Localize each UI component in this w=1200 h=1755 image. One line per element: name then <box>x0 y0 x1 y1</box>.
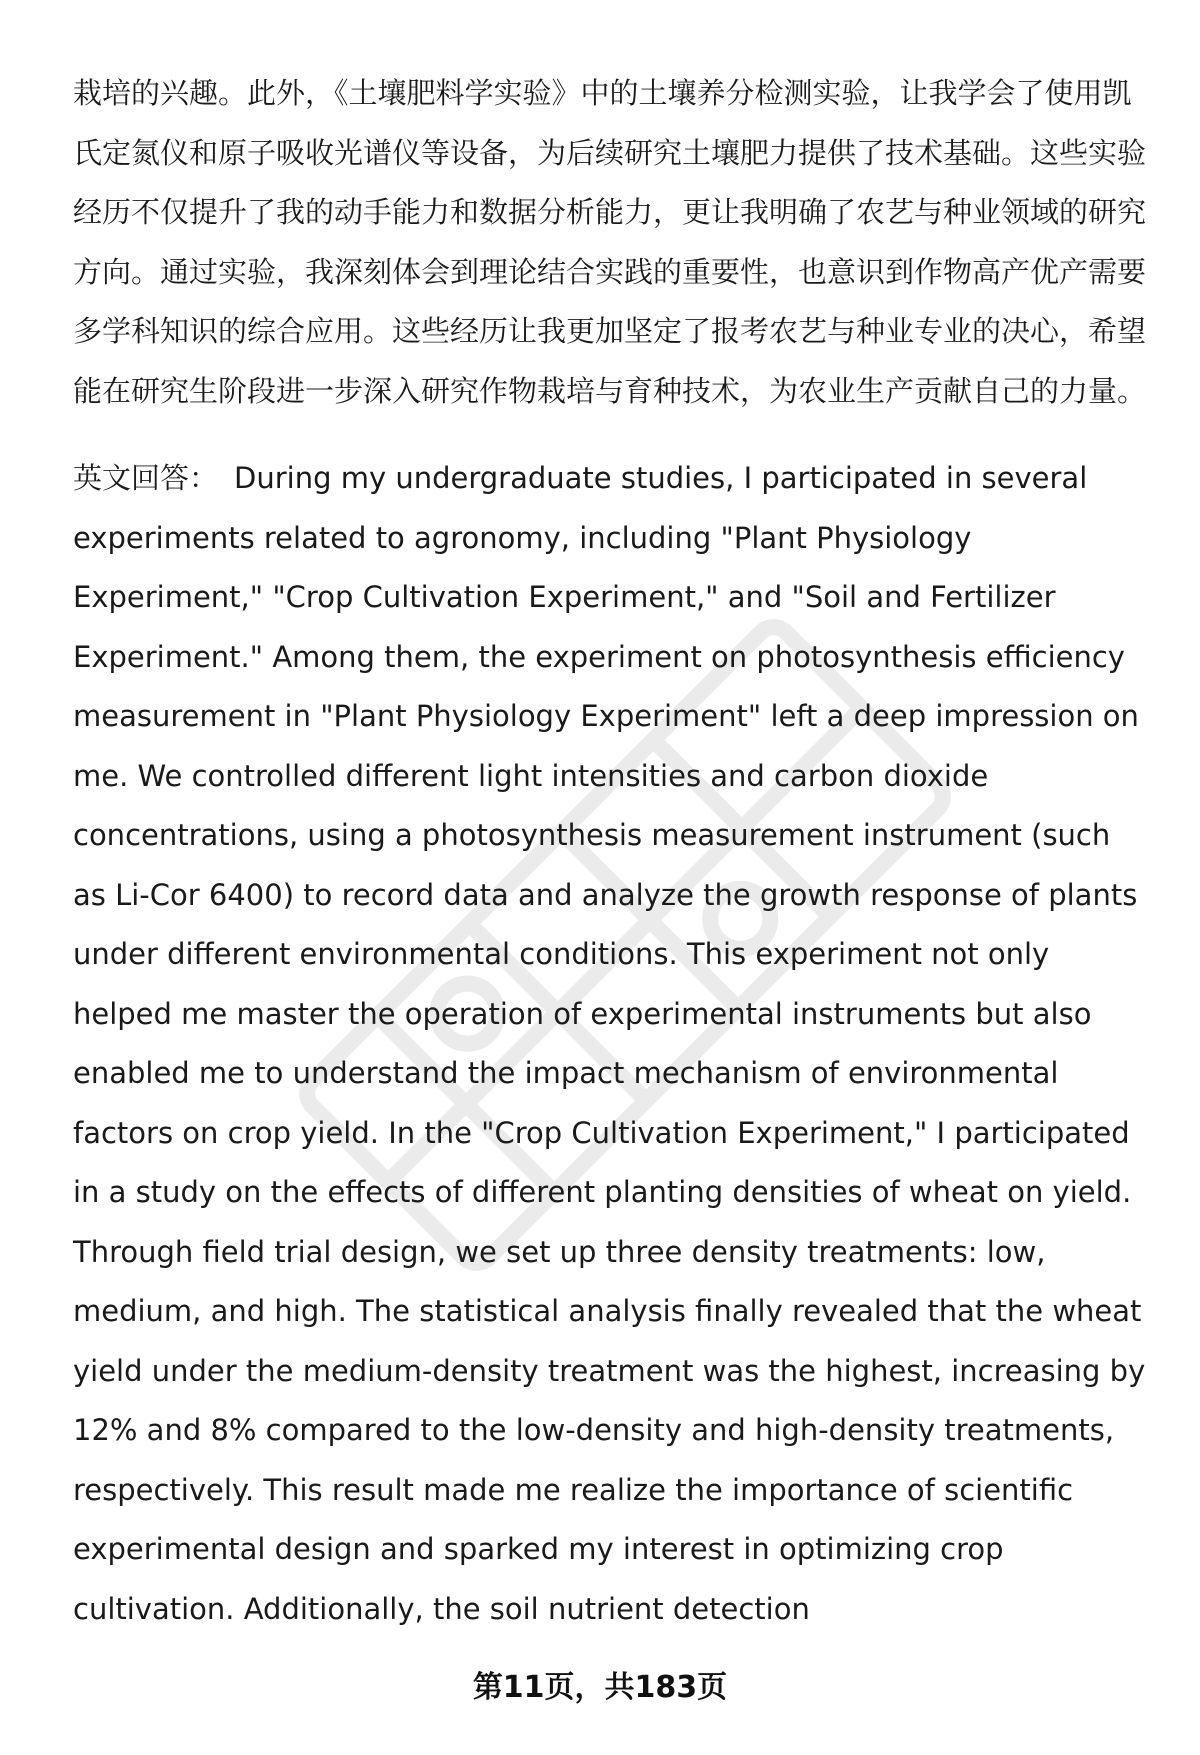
chinese-paragraph: 栽培的兴趣。此外，《土壤肥料学实验》中的土壤养分检测实验，让我学会了使用凯氏定氮仪和原子吸收光谱仪等设备，为后续研究土壤肥力提供了技术基础。这些实验经历不仅提升了我的动手能力和数据分析能力，更让我明确了农艺与种业领域的研究方向。通过实验，我深刻体会到理论结合实践的重要性，也意识到作物高产优产需要多学科知识的综合应用。这些经历让我更加坚定了报考农艺与种业专业的决心，希望能在研究生阶段进一步深入研究作物栽培与育种技术，为农业生产贡献自己的力量。 <box>73 76 1147 408</box>
english-answer-label: 英文回答： <box>73 461 219 495</box>
english-answer-paragraph <box>73 449 1148 1639</box>
document-body <box>73 64 1148 1639</box>
english-answer-text: During my undergraduate studies, I participated in several experiments related to agronomy, including "Plant Physiology Experiment," "Crop Cultivation Experiment," and "Soil and Fertilizer Experiment." Among them, the experiment on photosynthesis efficiency measurement in "Plant Physiology Experiment" left a deep impression on me. We controlled different light intensities and carbon dioxide concentrations, using a photosynthesis measurement instrument (such as Li-Cor 6400) to record data and analyze the growth response of plants under different environmental conditions. This experiment not only helped me master the operation of experimental instruments but also enabled me to understand the impact mechanism of environmental factors on crop yield. In the "Crop Cultivation Experiment," I participated in a study on the effects of different planting densities of wheat on yield. Through field trial design, we set up three density treatments: low, medium, and high. The statistical analysis finally revealed that the wheat yield under the medium-density treatment was the highest, increasing by 12% and 8% compared to the low-density and high-density treatments, respectively. This result made me realize the importance of scientific experimental design and sparked my interest in optimizing crop cultivation. Additionally, the soil nutrient detection <box>73 461 1146 1626</box>
page-number-footer: 第11页，共183页 <box>472 1670 728 1705</box>
